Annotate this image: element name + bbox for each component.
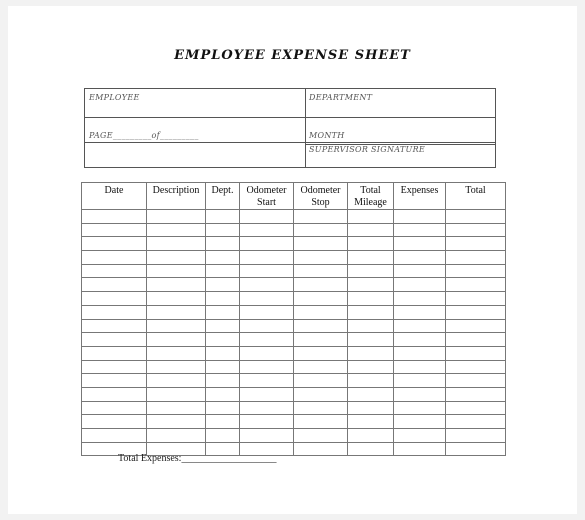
table-row [82,374,506,388]
table-cell[interactable] [82,251,147,265]
table-cell[interactable] [394,415,446,429]
table-cell[interactable] [394,374,446,388]
column-header-dept: Dept. [206,183,240,210]
table-cell[interactable] [394,264,446,278]
table-cell[interactable] [394,319,446,333]
info-divider-vertical [305,89,306,167]
table-cell[interactable] [348,319,394,333]
expense-table [81,182,506,456]
total-expenses-line: Total Expenses:___________________ [118,453,277,464]
table-cell[interactable] [446,415,506,429]
table-cell[interactable] [147,346,206,360]
table-cell[interactable] [348,387,394,401]
table-cell[interactable] [348,360,394,374]
table-cell[interactable] [394,210,446,224]
table-cell[interactable] [294,415,348,429]
table-row [82,305,506,319]
table-row [82,319,506,333]
table-row [82,210,506,224]
table-cell[interactable] [147,360,206,374]
table-cell[interactable] [240,401,294,415]
table-cell[interactable] [240,360,294,374]
table-cell[interactable] [206,292,240,306]
table-cell[interactable] [294,292,348,306]
table-cell[interactable] [394,346,446,360]
table-row [82,387,506,401]
column-header-odometer-start: Odometer Start [240,183,294,210]
table-cell[interactable] [147,429,206,443]
table-cell[interactable] [394,360,446,374]
column-header-date: Date [82,183,147,210]
table-cell[interactable] [240,278,294,292]
page-field-label: PAGE_________of_________ [89,131,199,140]
table-cell[interactable] [240,305,294,319]
table-cell[interactable] [206,429,240,443]
table-cell[interactable] [348,264,394,278]
table-cell[interactable] [240,387,294,401]
table-row [82,401,506,415]
table-cell[interactable] [294,387,348,401]
table-cell[interactable] [394,251,446,265]
table-cell[interactable] [348,292,394,306]
table-cell[interactable] [394,237,446,251]
table-cell[interactable] [240,223,294,237]
page-title: EMPLOYEE EXPENSE SHEET [174,48,411,63]
table-cell[interactable] [206,415,240,429]
table-cell[interactable] [206,278,240,292]
table-cell[interactable] [294,305,348,319]
table-cell[interactable] [206,237,240,251]
table-row [82,237,506,251]
table-row [82,223,506,237]
table-cell[interactable] [294,346,348,360]
table-cell[interactable] [446,210,506,224]
expense-table-body [82,210,506,456]
table-cell[interactable] [446,278,506,292]
table-cell[interactable] [82,333,147,347]
table-cell[interactable] [147,292,206,306]
table-cell[interactable] [240,333,294,347]
table-cell[interactable] [82,360,147,374]
table-cell[interactable] [294,442,348,456]
table-cell[interactable] [294,223,348,237]
table-cell[interactable] [82,292,147,306]
table-cell[interactable] [82,387,147,401]
table-cell[interactable] [294,237,348,251]
month-field-label: MONTH [309,131,345,140]
table-cell[interactable] [206,210,240,224]
table-cell[interactable] [147,278,206,292]
department-field-label: DEPARTMENT [309,93,373,102]
table-cell[interactable] [394,292,446,306]
table-cell[interactable] [147,415,206,429]
table-cell[interactable] [348,346,394,360]
table-cell[interactable] [294,251,348,265]
table-cell[interactable] [206,319,240,333]
table-cell[interactable] [82,401,147,415]
column-header-odometer-stop: Odometer Stop [294,183,348,210]
table-cell[interactable] [240,292,294,306]
table-cell[interactable] [147,333,206,347]
table-cell[interactable] [206,401,240,415]
table-row [82,333,506,347]
table-cell[interactable] [446,319,506,333]
table-cell[interactable] [294,278,348,292]
table-cell[interactable] [240,319,294,333]
table-cell[interactable] [240,374,294,388]
column-header-expenses: Expenses [394,183,446,210]
table-cell[interactable] [206,251,240,265]
table-cell[interactable] [240,237,294,251]
table-cell[interactable] [394,387,446,401]
table-cell[interactable] [206,387,240,401]
table-cell[interactable] [446,237,506,251]
table-cell[interactable] [82,374,147,388]
table-cell[interactable] [394,305,446,319]
table-cell[interactable] [147,264,206,278]
table-row [82,292,506,306]
table-cell[interactable] [206,360,240,374]
table-cell[interactable] [206,305,240,319]
table-cell[interactable] [147,305,206,319]
table-cell[interactable] [348,429,394,443]
table-cell[interactable] [240,429,294,443]
info-divider-row-2 [85,142,495,143]
table-cell[interactable] [348,210,394,224]
table-row [82,360,506,374]
table-cell[interactable] [446,401,506,415]
table-cell[interactable] [348,278,394,292]
table-cell[interactable] [82,346,147,360]
table-cell[interactable] [394,278,446,292]
column-header-total: Total [446,183,506,210]
table-cell[interactable] [206,374,240,388]
table-cell[interactable] [294,360,348,374]
table-cell[interactable] [294,210,348,224]
table-cell[interactable] [240,251,294,265]
table-row [82,251,506,265]
table-cell[interactable] [348,333,394,347]
table-cell[interactable] [446,429,506,443]
table-cell[interactable] [82,429,147,443]
table-cell[interactable] [294,429,348,443]
table-cell[interactable] [82,210,147,224]
table-cell[interactable] [240,264,294,278]
table-cell[interactable] [348,374,394,388]
table-cell[interactable] [82,305,147,319]
table-cell[interactable] [206,346,240,360]
table-cell[interactable] [294,374,348,388]
table-cell[interactable] [294,333,348,347]
table-cell[interactable] [82,278,147,292]
table-cell[interactable] [446,264,506,278]
table-cell[interactable] [348,251,394,265]
table-cell[interactable] [446,360,506,374]
table-cell[interactable] [294,401,348,415]
table-row [82,278,506,292]
table-cell[interactable] [294,264,348,278]
table-cell[interactable] [394,223,446,237]
table-cell[interactable] [82,223,147,237]
table-cell[interactable] [206,333,240,347]
table-cell[interactable] [446,346,506,360]
table-row [82,346,506,360]
table-cell[interactable] [394,333,446,347]
table-cell[interactable] [348,415,394,429]
table-cell[interactable] [82,415,147,429]
table-row [82,264,506,278]
table-row [82,415,506,429]
table-cell[interactable] [147,210,206,224]
info-divider-row-1 [85,117,495,118]
table-cell[interactable] [348,401,394,415]
table-cell[interactable] [294,319,348,333]
table-cell[interactable] [240,415,294,429]
table-cell[interactable] [348,237,394,251]
table-cell[interactable] [394,429,446,443]
table-cell[interactable] [147,319,206,333]
table-cell[interactable] [348,305,394,319]
table-cell[interactable] [394,442,446,456]
table-cell[interactable] [147,223,206,237]
table-cell[interactable] [348,442,394,456]
table-cell[interactable] [147,401,206,415]
table-cell[interactable] [147,374,206,388]
table-cell[interactable] [446,223,506,237]
table-cell[interactable] [147,237,206,251]
table-cell[interactable] [206,264,240,278]
column-header-total-mileage: Total Mileage [348,183,394,210]
employee-info-box [84,88,496,168]
table-cell[interactable] [82,264,147,278]
table-cell[interactable] [446,333,506,347]
employee-field-label: EMPLOYEE [89,93,140,102]
table-cell[interactable] [446,442,506,456]
table-cell[interactable] [82,237,147,251]
table-header-row [82,183,506,210]
table-cell[interactable] [394,401,446,415]
table-cell[interactable] [446,305,506,319]
column-header-description: Description [147,183,206,210]
supervisor-signature-label: SUPERVISOR SIGNATURE [309,145,426,154]
table-cell[interactable] [147,387,206,401]
table-cell[interactable] [206,223,240,237]
table-cell[interactable] [446,374,506,388]
table-cell[interactable] [446,251,506,265]
table-cell[interactable] [348,223,394,237]
table-cell[interactable] [82,319,147,333]
table-cell[interactable] [446,292,506,306]
table-cell[interactable] [240,346,294,360]
table-cell[interactable] [240,210,294,224]
table-cell[interactable] [446,387,506,401]
table-cell[interactable] [147,251,206,265]
table-row [82,429,506,443]
